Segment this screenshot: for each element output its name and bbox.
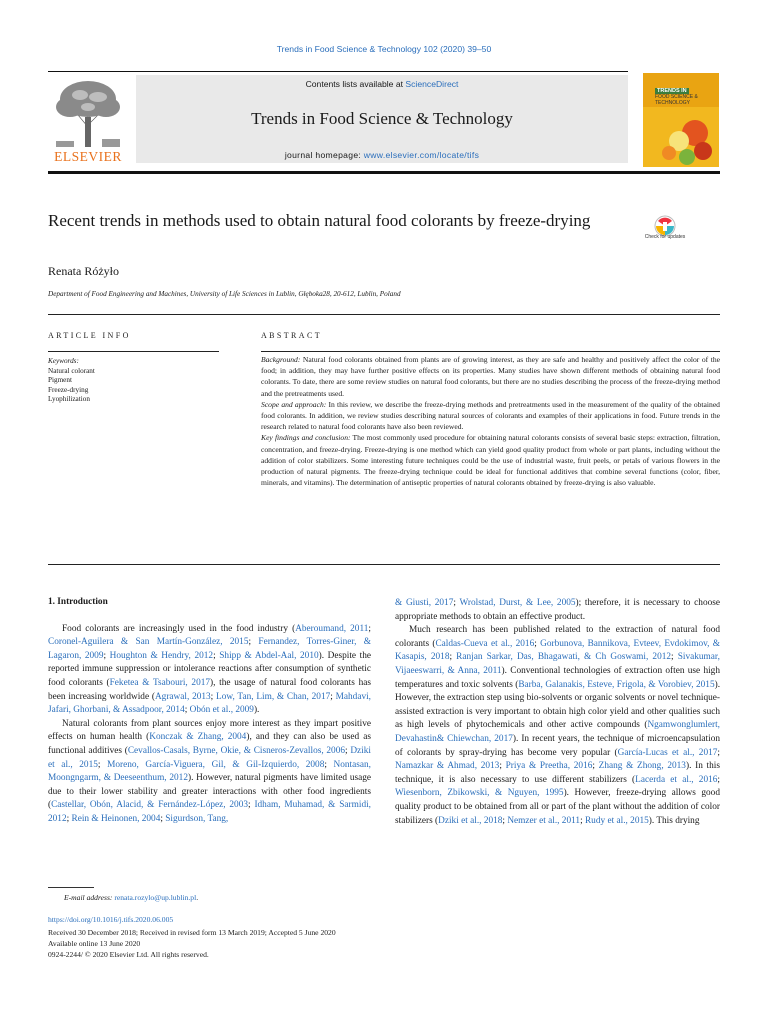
keyword-item: Pigment [48,376,72,385]
body-text: ; [449,652,457,663]
keyword-item: Lyophilization [48,395,90,404]
reference-link[interactable]: Dziki et al., 2018 [438,815,503,826]
author-email-link[interactable]: renata.rozylo@up.lublin.pl [114,893,197,902]
abstract-findings [261,432,720,488]
body-text: ; [499,761,506,772]
reference-link[interactable]: Namazkar & Ahmad, 2013 [395,761,500,772]
body-text: ; [502,815,508,826]
reference-link[interactable]: Zhang & Zhong, 2013 [598,761,686,772]
keywords-label: Keywords: [48,357,79,365]
body-text: ). Conventional technologies of extraction often use high temperatures and toxic solvents ( [395,665,720,690]
body-text: ). However, freeze-drying allows good quality product to be obtained from all or part of the plant without the addition of color stabilizers ( [395,788,720,826]
sciencedirect-link[interactable]: ScienceDirect [405,79,459,89]
journal-citation-link[interactable]: Trends in Food Science & Technology 102 (2020) 39–50 [276,44,492,54]
journal-homepage-link[interactable]: www.elsevier.com/locate/tifs [363,150,480,160]
body-text: ; [66,813,72,824]
article-history [48,927,336,960]
body-text: ; [103,650,110,661]
body-text: ; [97,759,108,770]
elsevier-logo[interactable] [48,77,128,165]
body-text: ; [184,705,190,716]
cover-title-text: TRENDS IN [657,88,687,94]
body-text: ; [330,691,336,702]
abstract-background-text: Natural food colorants obtained from plants are of growing interest, as they are safe and healthy and positively affect the color of the food; in addition, they may have further positive effects on its properties. Many studies have shown different methods of obtaining natural food colorants. To date, there are some review studies on natural food colorants, but there are no studies describing the process of the freeze-drying method and the pretreatments used. [261,355,720,398]
body-text: ). Despite the reported immune suppression or intolerance reactions after consumption of synthetic food colorants ( [48,650,371,688]
title-separator [48,314,720,315]
reference-link[interactable]: Ngamwonglumlert, Devahastin& Chiewchan, 2017 [395,720,720,744]
crossmark-label[interactable]: Check for updates [644,234,686,240]
reference-link[interactable]: Dziki et al., 2015 [48,745,371,770]
reference-link[interactable]: Obón et al., 2009 [189,705,254,716]
body-text: ; [453,598,460,608]
keywords-block [48,357,218,405]
reference-link[interactable]: Castellar, Obón, Alacid, & Fernández-López, 2003 [51,800,249,811]
body-text: Natural colorants from plant sources enjoy more interest as they impart positive effects on human health ( [48,718,371,743]
body-text: ; [580,815,585,826]
reference-link[interactable]: Low, Tan, Lim, & Chan, 2017 [216,691,331,702]
available-online: Available online 13 June 2020 [48,939,141,948]
body-column-right [395,597,720,828]
footnote-rule [48,887,94,888]
reference-link[interactable]: García-Lucas et al., 2017 [617,747,718,758]
body-text: Much research has been published related to the extraction of natural food colorants ( [395,625,720,649]
cover-fruit-image [643,73,719,167]
body-text: ), and they can also be used as functional additives ( [48,732,372,756]
reference-link[interactable]: & Giusti, 2017 [395,598,454,608]
elsevier-tree-icon [48,77,128,149]
reference-link[interactable]: Feketea & Tsabouri, 2017 [109,677,211,688]
body-text: ; [213,650,220,661]
reference-link[interactable]: Fernandez, Torres-Giner, & Lagaron, 2009 [48,637,371,661]
reference-link[interactable]: Coronel-Aguilera & San Martín-González, 2015 [48,637,249,648]
reference-link[interactable]: Rein & Heinonen, 2004 [71,813,161,824]
abstract-findings-label: Key findings and conclusion: [261,433,351,443]
journal-homepage-line [136,150,628,160]
article-info-rule [48,351,219,352]
copyright: 0924-2244/ © 2020 Elsevier Ltd. All rights reserved. [48,950,209,959]
body-text: ; [210,691,217,702]
body-text: ). This drying [648,815,700,826]
body-text: ). [253,705,260,716]
abstract-body [261,354,720,488]
reference-link[interactable]: Mahdavi, Jafari, Ghorbani, & Assadpoor, 2014 [48,691,371,716]
journal-title: Trends in Food Science & Technology [251,109,513,128]
abstract-heading: ABSTRACT [261,331,322,340]
body-text: ). However, natural pigments have limited usage due to their lower stability and greater interactions with other food ingredients ( [48,773,371,811]
body-column-left [48,596,371,827]
body-paragraph [395,624,720,828]
abstract-rule [261,351,720,352]
header-rule-top [48,71,628,72]
body-paragraph [48,623,371,718]
section-heading-introduction: 1. Introduction [48,597,108,607]
received-dates: Received 30 December 2018; Received in revised form 13 March 2019; Accepted 5 June 2020 [48,928,336,937]
body-paragraph [48,718,371,827]
reference-link[interactable]: Cevallos-Casals, Byrne, Okie, & Cisneros-Zevallos, 2006 [127,745,345,756]
body-text: ; [717,747,720,758]
abstract-scope-label: Scope and approach: [261,399,327,409]
reference-link[interactable]: Sigurdson, Tang, [165,813,229,824]
body-text: ). In recent years, the technique of microencapsulation of colorants by spray-drying has become very popular ( [395,733,720,758]
reference-link[interactable]: Wrolstad, Durst, & Lee, 2005 [459,598,576,608]
body-text: ; [592,761,599,772]
abstract-findings-text: The most commonly used procedure for obtaining natural colorants consists of several basic steps: extraction, filtration, concentration, and freeze-drying. Freeze-drying is one method which can yield good quality product from whole or part plants, including without the addition of color stabilizers. Some interesting future techniques could be the use of industrial waste, fruit peels, or petals of various flowers in the production of natural pigments. The freeze-drying technique could be ideal for functional additives that combine several functions (color, fiber, minerals, and vitamins). The determination of antiseptic properties of natural colorants obtained by freeze-drying is also valuable. [261,433,720,488]
author-email-footnote [64,893,198,902]
reference-link[interactable]: Nemzer et al., 2011 [507,815,581,826]
journal-header-box [136,75,628,163]
reference-link[interactable]: Nontasan, Moongngarm, & Deeseenthum, 2012 [48,759,371,784]
reference-link[interactable]: Agrawal, 2013 [154,691,211,702]
author-affiliation: Department of Food Engineering and Machines, University of Life Sciences in Lublin, Głęboka28, 20-612, Lublin, Poland [48,290,401,298]
reference-link[interactable]: Barba, Galanakis, Esteve, Frigola, & Vorobiev, 2015 [518,679,715,690]
article-title: Recent trends in methods used to obtain natural food colorants by freeze-drying [48,211,591,230]
body-text: ), the usage of natural food colorants has been increasing worldwide ( [48,677,371,702]
journal-cover-thumbnail[interactable] [643,73,719,167]
body-text: ; [324,759,334,770]
reference-link[interactable]: Lacerda et al., 2016 [635,774,718,785]
body-text: ; [368,623,371,634]
abstract-scope [261,399,720,433]
reference-link[interactable]: Wiesenborn, Zbikowski, & Nguyen, 1995 [395,788,564,799]
body-text: ; [671,652,678,663]
body-text: ); therefore, it is necessary to choose appropriate methods to obtain an effective product. [395,598,720,622]
keyword-item: Freeze-drying [48,385,89,394]
reference-link[interactable]: Shipp & Abdel-Aal, 2010 [219,650,319,661]
elsevier-wordmark: ELSEVIER [54,149,122,164]
author-name: Renata Różyło [48,264,119,278]
reference-link[interactable]: Ranjan Sarkar, Das, Bhagawati, & Ch Goswami, 2012 [456,652,672,663]
abstract-scope-text: In this review, we describe the freeze-drying methods and pretreatments used in the measurement of the quality of the obtained food colorants. In addition, we review studies describing natural sources of colorants and examples of their applications in food. Future trends in the research related to natural food colorants have also been reviewed. [261,399,720,432]
cover-subtitle-text: FOOD SCIENCE & TECHNOLOGY [655,94,698,106]
abstract-background-label: Background: [261,355,301,364]
contents-available-line [136,79,628,89]
reference-link[interactable]: Sivakumar, Vijaeeswarri, & Anna, 2011 [395,652,720,676]
email-label: E-mail address: [64,893,113,902]
reference-link[interactable]: Houghton & Hendry, 2012 [109,650,214,661]
body-text: ). In this technique, it is also necessary to use different stabilizers ( [395,761,720,785]
body-text: ; [248,800,255,811]
reference-link[interactable]: Aberoumand, 2011 [295,623,369,634]
body-text: Food colorants are increasingly used in the food industry ( [62,623,296,634]
article-info-heading: ARTICLE INFO [48,331,131,340]
body-text: ). However, the extraction step using bio-solvents or organic solvents or novel technique-assisted extraction is very important to obtain high color yield and other qualities such as high levels of phytochemicals and other active compounds ( [395,679,721,731]
body-text: ; [717,774,720,785]
body-paragraph [395,597,720,624]
email-suffix: . [196,893,199,902]
body-text: ; [160,813,166,824]
homepage-prefix: journal homepage: [284,150,364,160]
reference-link[interactable]: Konczak & Zhang, 2004 [149,732,247,743]
header-rule-bottom [48,171,720,174]
reference-link[interactable]: Priya & Preetha, 2016 [505,761,593,772]
contents-prefix: Contents lists available at [305,79,406,89]
doi-link[interactable]: https://doi.org/10.1016/j.tifs.2020.06.005 [48,915,174,924]
abstract-separator [48,564,720,565]
reference-link[interactable]: Moreno, García-Viguera, Gil, & Gil-Izquierdo, 2008 [107,759,325,770]
body-text: ; [345,745,351,756]
reference-link[interactable]: Idham, Muhamad, & Sarmidi, 2012 [48,800,372,824]
abstract-background [261,354,720,399]
reference-link[interactable]: Caldas-Cueva et al., 2016 [435,638,535,649]
keyword-item: Natural colorant [48,366,95,375]
reference-link[interactable]: Gorbunova, Bannikova, Evteev, Evdokimov, & Kasapis, 2018 [395,638,720,663]
body-text: ; [248,637,259,648]
crossmark-icon[interactable] [645,213,685,253]
reference-link[interactable]: Rudy et al., 2015 [584,815,649,826]
body-text: ; [534,638,541,649]
